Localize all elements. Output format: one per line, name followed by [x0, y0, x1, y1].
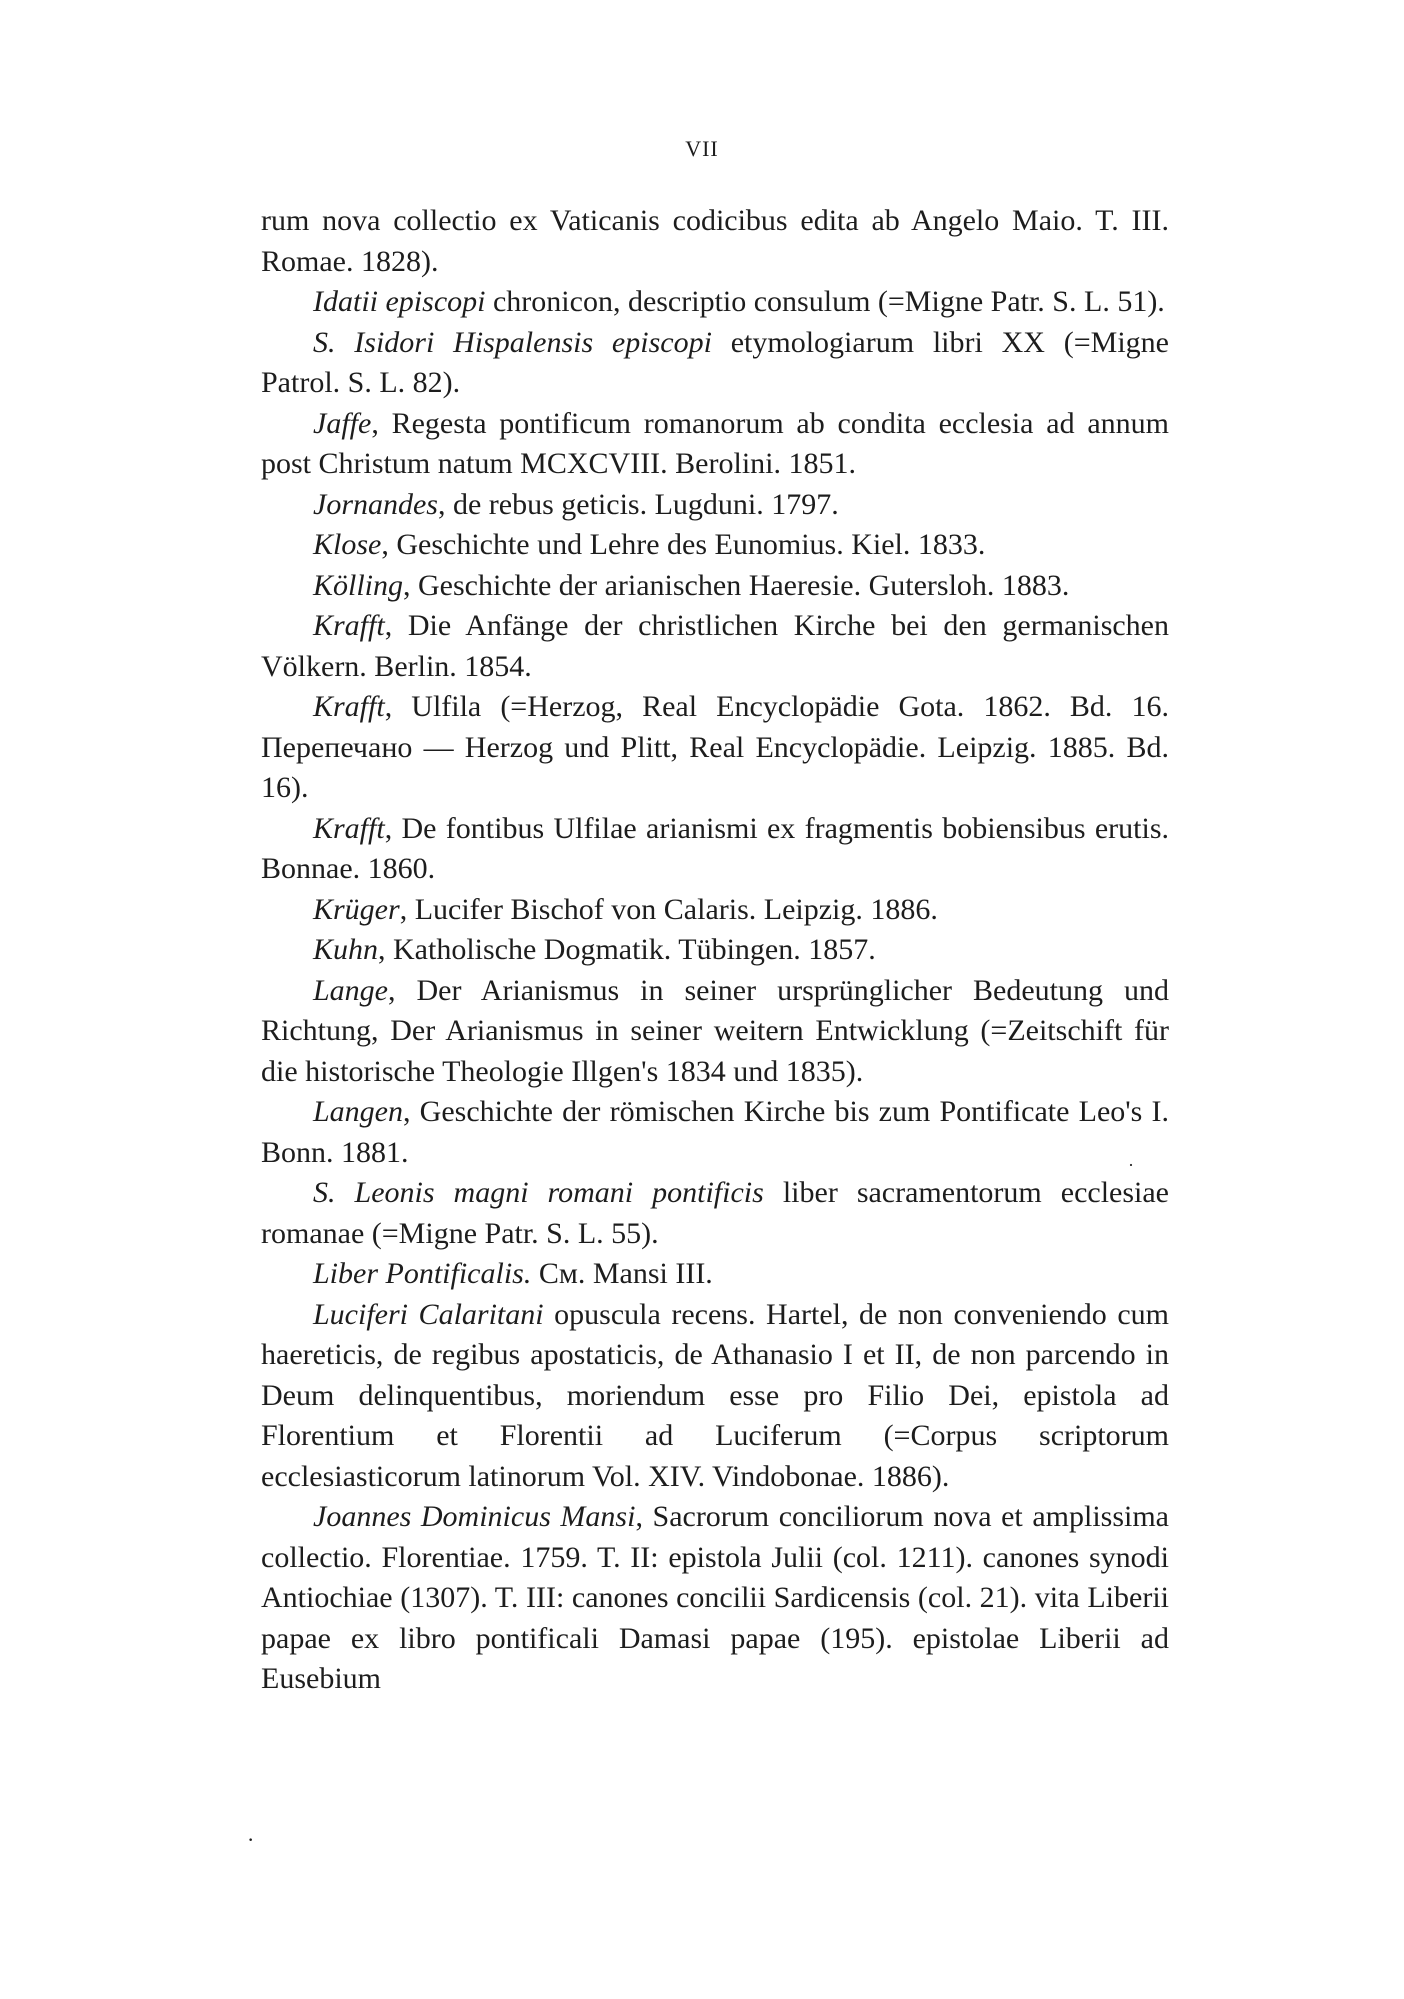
entry-text: , Geschichte und Lehre des Eunomius. Kiel. 1833.	[381, 528, 986, 561]
bibliography-entry	[261, 890, 1169, 931]
page-number: VII	[685, 136, 719, 161]
entry-text: , Die Anfänge der christlichen Kirche bei den germanischen Völkern. Berlin. 1854.	[261, 609, 1169, 683]
bibliography-entry	[261, 971, 1169, 1093]
entry-text: , Geschichte der römischen Kirche bis zum Pontificate Leo's I. Bonn. 1881.	[261, 1095, 1169, 1169]
entry-author: Idatii episcopi	[313, 285, 486, 318]
entry-author: S. Leonis magni romani pontificis	[313, 1176, 764, 1209]
bibliography-list	[261, 201, 1169, 1700]
entry-text: rum nova collectio ex Vaticanis codicibus edita ab Angelo Maio. T. III. Romae. 1828).	[261, 204, 1169, 278]
entry-author: Jornandes	[313, 487, 438, 521]
bibliography-entry	[261, 1254, 1169, 1295]
entry-text: liber sacramentorum ecclesiae romanae (=Migne Patr. S. L. 55).	[261, 1176, 1169, 1250]
bibliography-entry	[261, 1092, 1169, 1173]
bibliography-entry	[261, 930, 1169, 971]
entry-author: Jaffe	[313, 406, 372, 440]
entry-author: Joannes Dominicus Mansi	[313, 1500, 636, 1533]
bibliography-entry	[261, 282, 1169, 323]
entry-text: Cм. Mansi III.	[531, 1257, 713, 1290]
entry-text: , Geschichte der arianischen Haeresie. Gutersloh. 1883.	[403, 568, 1070, 602]
entry-author: Langen	[313, 1095, 403, 1128]
stray-mark: ·	[1128, 1155, 1134, 1175]
bibliography-entry	[261, 1497, 1169, 1700]
entry-text: , Lucifer Bischof von Calaris. Leipzig. 1886.	[399, 892, 938, 926]
entry-text: , de rebus geticis. Lugduni. 1797.	[437, 487, 839, 521]
entry-text: , Ulfila (=Herzog, Real Encyclopädie Gota. 1862. Bd. 16. Перепечано — Herzog und Plitt, Real Encyclopädie. Leipzig. 1885. Bd. 16).	[261, 690, 1169, 804]
entry-author: Liber Pontificalis.	[313, 1257, 532, 1290]
entry-author: Krafft	[313, 811, 385, 845]
entry-author: Kölling	[313, 568, 404, 602]
entry-text: , De fontibus Ulfilae arianismi ex fragmentis bobiensibus erutis. Bonnae. 1860.	[261, 811, 1169, 885]
entry-author: S. Isidori Hispalensis episcopi	[313, 325, 712, 359]
entry-text: opuscula recens. Hartel, de non conveniendo cum haereticis, de regibus apostaticis, de Athanasio I et II, de non parcendo in Deum delinquentibus, moriendum esse pro Filio Dei, epistola ad Florentium et Florentii ad Luciferum (=Corpus scriptorum ecclesiasticorum latinorum Vol. XIV. Vindobonae. 1886).	[261, 1297, 1169, 1493]
entry-author: Krafft	[313, 690, 385, 723]
entry-text: , Der Arianismus in seiner ursprünglicher Bedeutung und Richtung, Der Arianismus in seiner weitern Entwicklung (=Zeitschift für die historische Theologie Illgen's 1834 und 1835).	[261, 973, 1169, 1088]
bibliography-entry	[261, 1295, 1169, 1498]
entry-author: Luciferi Calaritani	[313, 1297, 544, 1331]
entry-text: , Sacrorum conciliorum nova et amplissima collectio. Florentiae. 1759. T. II: epistola Julii (col. 1211). canones synodi Antiochiae (1307). T. III: canones concilii Sardicensis (col. 21). vita Liberii papae ex libro pontificali Damasi papae (195). epistolae Liberii ad Eusebium	[261, 1500, 1169, 1695]
entry-author: Kuhn	[313, 933, 379, 966]
margin-mark: ·	[247, 1827, 255, 1852]
entry-author: Klose	[313, 528, 382, 561]
bibliography-entry	[261, 201, 1169, 282]
entry-text: , Regesta pontificum romanorum ab condita ecclesia ad annum post Christum natum MCXCVIII. Berolini. 1851.	[261, 406, 1169, 480]
entry-text: etymologiarum libri XX (=Migne Patrol. S. L. 82).	[261, 325, 1170, 399]
bibliography-entry	[261, 606, 1169, 687]
entry-author: Lange	[313, 973, 388, 1007]
bibliography-entry	[261, 687, 1169, 809]
entry-author: Krafft	[313, 609, 385, 642]
bibliography-entry	[261, 323, 1169, 404]
bibliography-entry	[261, 1173, 1169, 1254]
entry-text: , Katholische Dogmatik. Tübingen. 1857.	[378, 933, 876, 966]
bibliography-entry	[261, 809, 1169, 890]
entry-author: Krüger	[313, 892, 400, 926]
entry-text: chronicon, descriptio consulum (=Migne Patr. S. L. 51).	[485, 285, 1165, 318]
bibliography-entry	[261, 485, 1169, 526]
bibliography-entry	[261, 525, 1169, 566]
bibliography-entry	[261, 404, 1169, 485]
bibliography-entry	[261, 566, 1169, 607]
